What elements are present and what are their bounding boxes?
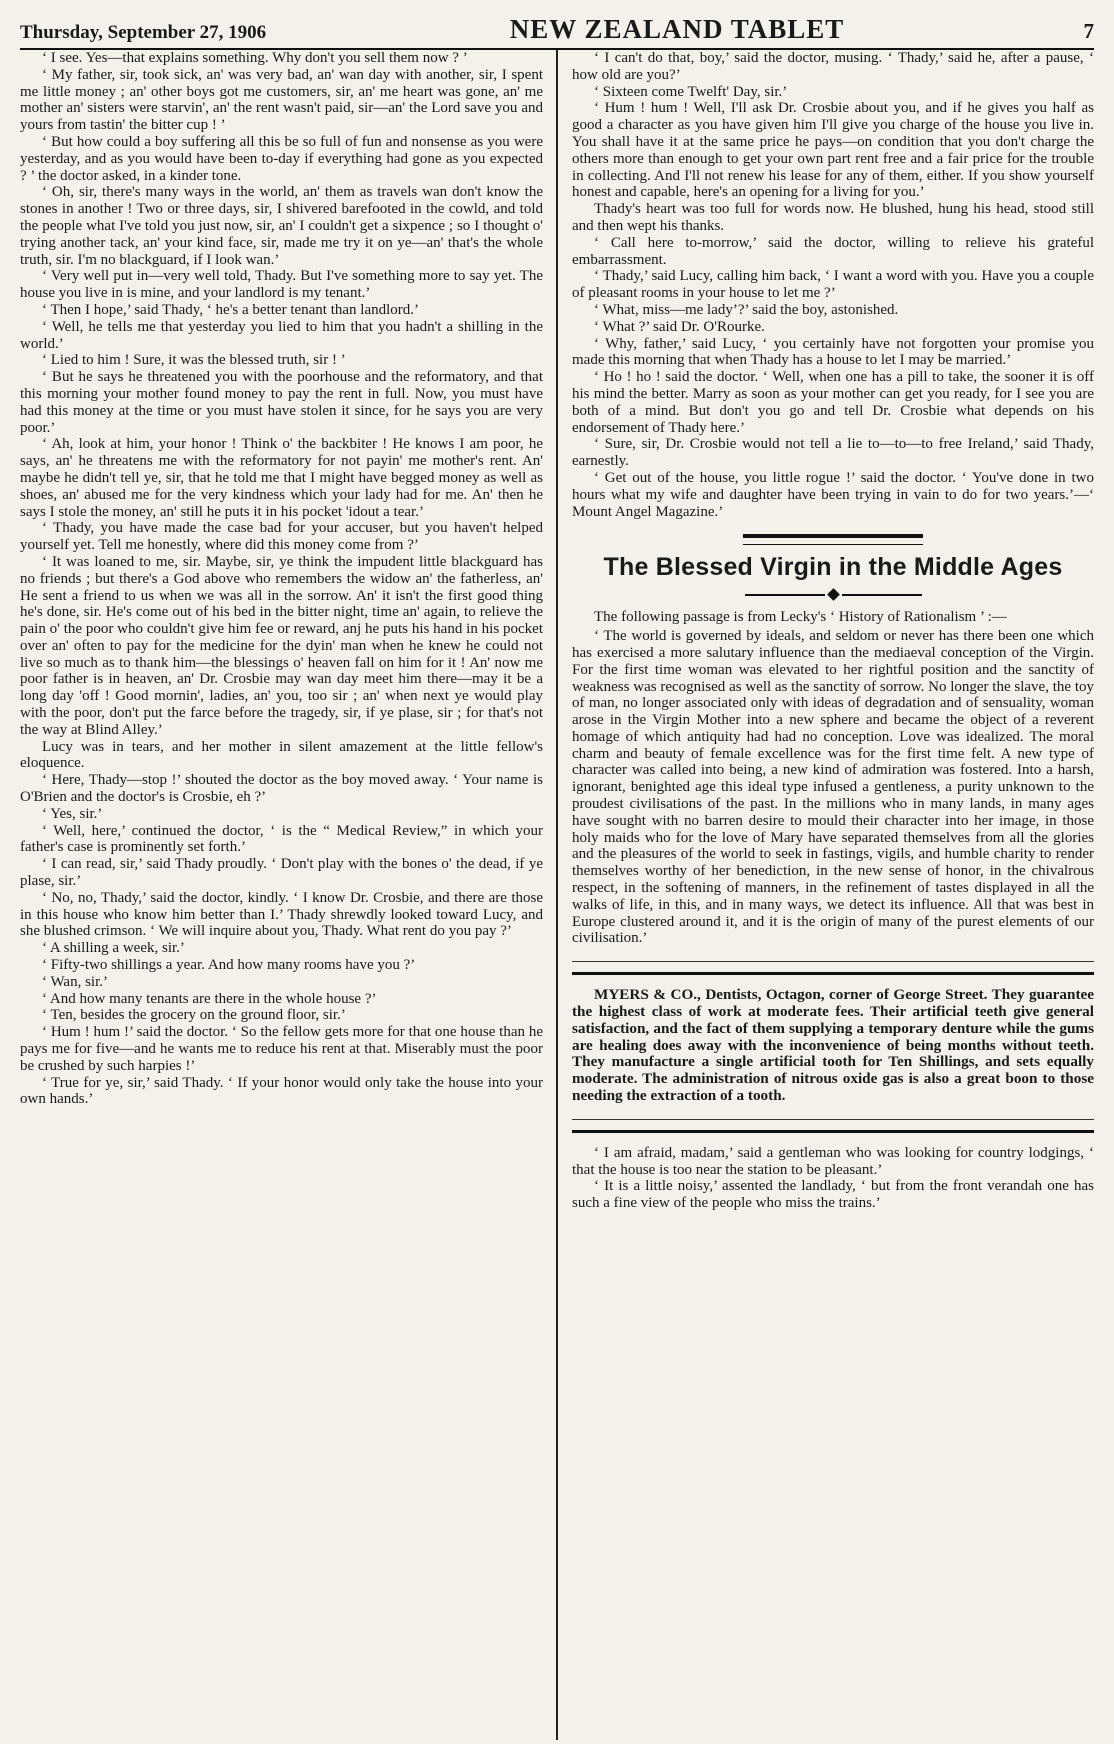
story-paragraph: ‘ Here, Thady—stop !’ shouted the doctor as the boy moved away. ‘ Your name is O'Brien and the doctor's is Crosbie, eh ?’ <box>20 772 543 806</box>
ornament-line <box>745 594 825 596</box>
story-paragraph: ‘ Why, father,’ said Lucy, ‘ you certainly have not forgotten your promise you made this morning that when Thady has a house to let I may be married.’ <box>572 335 1094 369</box>
story-paragraph: ‘ Wan, sir.’ <box>42 973 109 990</box>
filler-rule <box>572 1119 1094 1120</box>
story-paragraph: ‘ A shilling a week, sir.’ <box>42 940 185 957</box>
story-paragraph: Thady's heart was too full for words now. He blushed, hung his head, stood still and then wept his thanks. <box>572 201 1094 234</box>
story-paragraph: ‘ Well, here,’ continued the doctor, ‘ is the “ Medical Review,” in which your father's case is prominently set forth.’ <box>20 822 543 856</box>
story-paragraph: ‘ It was loaned to me, sir. Maybe, sir, ye think the impudent little blackguard has no friends ; but there's a God above who remembers the widow an' the fatherless, an' He sent a friend to us when we was all in the sorrow. An' it isn't the first good thing he's done, sir. He's come out of his bed in the bitter night, time an' again, to relieve the pain o' the poor who couldn't give him fee or reward, anj he puts his hand in his pocket over an' often to pay for the medicine for the dyin' man when he knew he could not live so much as to thank him—the blessings o' heaven fall on him for it ! An' now me poor father is in heaven, an' Dr. Crosbie may wan day meet him there—may it be a long day 'off ! Good mornin', ladies, an' you, too sir ; an' when next ye would play with the poor, don't put the farce before the tragedy, sir, if ye plase, sir ; for that's not the way at Blind Alley.’ <box>20 553 543 738</box>
story-paragraph: ‘ Get out of the house, you little rogue !’ said the doctor. ‘ You've done in two hours what my wife and daughter have been trying in vain to do for two years.’—‘ Mount Angel Magazine.’ <box>572 469 1094 520</box>
story-paragraph: ‘ Yes, sir.’ <box>42 805 103 822</box>
story-paragraph: ‘ What, miss—me lady’?’ said the boy, astonished. <box>594 301 899 318</box>
filler-rule-thick <box>572 1130 1094 1133</box>
story-paragraph: ‘ Well, he tells me that yesterday you lied to him that you hadn't a shilling in the world.’ <box>20 318 543 352</box>
story-paragraph: ‘ Hum ! hum !’ said the doctor. ‘ So the fellow gets more for that one house than he pays me for five—and he wants me to reduce his rent at that. Miserably must the poor be crushed by such harpies !’ <box>20 1024 543 1074</box>
story-paragraph: ‘ Ten, besides the grocery on the ground floor, sir.’ <box>42 1007 346 1024</box>
filler-paragraph: ‘ It is a little noisy,’ assented the landlady, ‘ but from the front verandah one has such a fine view of the people who miss the trains.’ <box>572 1178 1094 1212</box>
story-paragraph: ‘ Sure, sir, Dr. Crosbie would not tell a lie to—to—to free Ireland,’ said Thady, earnestly. <box>572 436 1094 470</box>
story-paragraph: ‘ Then I hope,’ said Thady, ‘ he's a better tenant than landlord.’ <box>42 301 420 318</box>
story-paragraph: ‘ But he says he threatened you with the poorhouse and the reformatory, and that this morning your mother found money to pay the rent in full. Now, you must have had this money at the time or you must have stolen it since, for he says you are very poor.’ <box>20 369 543 436</box>
section-rule-thick <box>743 534 923 538</box>
diamond-icon <box>827 588 840 601</box>
story-paragraph: ‘ My father, sir, took sick, an' was very bad, an' wan day with another, sir, I spent me little money ; an' other boys got me customers, sir, an' me heart was gone, an' me mother an' sisters were starvin', an' the rent wasn't paid, sir—an' the Lord save you and yours from tastin' the bitter cup ! ’ <box>20 66 543 134</box>
story-paragraph: ‘ I can read, sir,’ said Thady proudly. ‘ Don't play with the bones o' the dead, if ye plase, sir.’ <box>20 856 543 890</box>
story-paragraph: ‘ Hum ! hum ! Well, I'll ask Dr. Crosbie about you, and if he gives you half as good a character as you have given him I'll give you charge of the house you live in. You shall have it at the same price he pays—on condition that you don't charge the others more than enough to get your own part rent free and a fair price for the trouble in collecting. And I'll not renew his lease for any of them, either. If you show yourself honest and capable, here's an opening for a living for you.’ <box>572 100 1094 201</box>
section-rule-thin <box>743 544 923 545</box>
columns <box>20 50 1094 1740</box>
story-paragraph: ‘ Ah, look at him, your honor ! Think o' the backbiter ! He knows I am poor, he says, an' he threatens me with the reformatory for not payin' me mother's rent. An' maybe he didn't tell ye, sir, that he told me that I might have begged money as well as shoes, an' abused me for the very kindness which your lady had for me. An' then he says I stole the money, an' still he puts it in his pocket 'idout a tear.’ <box>20 436 543 520</box>
publication-title: NEW ZEALAND TABLET <box>509 14 845 44</box>
left-column <box>20 50 556 1740</box>
story-paragraph: ‘ True for ye, sir,’ said Thady. ‘ If your honor would only take the house into your own hands.’ <box>20 1074 543 1108</box>
story-paragraph: ‘ Fifty-two shillings a year. And how many rooms have you ?’ <box>42 957 416 974</box>
story-paragraph: ‘ Thady,’ said Lucy, calling him back, ‘ I want a word with you. Have you a couple of pleasant rooms in your house to let me ?’ <box>572 268 1094 302</box>
story-paragraph: ‘ Sixteen come Twelft' Day, sir.’ <box>594 83 788 100</box>
story-paragraph: ‘ Oh, sir, there's many ways in the world, an' them as travels wan don't know the stones in another ! Two or three days, sir, I shivered barefooted in the cowld, and told the people what I've told you just now, sir, an' I couldn't get a sixpence ; so I thought o' trying another tack, an' your kind face, sir, made me try it on ye—an' that's the whole truth, sir. I'm no blackguard, if I look wan.’ <box>20 184 543 268</box>
ornament-line <box>842 594 922 596</box>
story-paragraph: ‘ What ?’ said Dr. O'Rourke. <box>594 318 765 335</box>
issue-date: Thursday, September 27, 1906 <box>20 22 267 43</box>
story-paragraph: ‘ Ho ! ho ! said the doctor. ‘ Well, when one has a pill to take, the sooner it is off his mind the better. Marry as soon as your mother can get you ready, for I see you are both of a mind. But don't you go and tell Dr. Crosbie what depends on his endorsement of Thady here.’ <box>572 369 1094 436</box>
story-paragraph: ‘ Very well put in—very well told, Thady. But I've something more to say yet. The house you live in is mine, and your landlord is my tenant.’ <box>20 268 543 302</box>
masthead <box>20 10 1094 50</box>
advert-rule <box>572 961 1094 962</box>
dentist-advert: MYERS & CO., Dentists, Octagon, corner of George Street. They guarantee the highest class of work at moderate fees. Their artificial teeth give general satisfaction, and the fact of them supplying a temporary denture while the gums are healing does away with the inconvenience of being months without teeth. They manufacture a single artificial tooth for Ten Shillings, and sets equally moderate. The administration of nitrous oxide gas is also a great boon to those needing the extraction of a tooth. <box>572 986 1094 1105</box>
page-number: 7 <box>1083 19 1094 43</box>
advert-rule-thick <box>572 972 1094 975</box>
story-paragraph: ‘ I see. Yes—that explains something. Why don't you sell them now ? ’ <box>42 50 468 66</box>
filler-paragraph: ‘ I am afraid, madam,’ said a gentleman who was looking for country lodgings, ‘ that the house is too near the station to be pleasant.’ <box>572 1144 1094 1178</box>
story-paragraph: ‘ Thady, you have made the case bad for your accuser, but you haven't helped yourself yet. Tell me honestly, where did this money come from ?’ <box>20 520 543 554</box>
right-column <box>558 50 1094 1740</box>
story-paragraph: ‘ Lied to him ! Sure, it was the blessed truth, sir ! ’ <box>42 352 346 369</box>
article-body: ‘ The world is governed by ideals, and seldom or never has there been one which has exercised a more salutary influence than the mediaeval conception of the Virgin. For the first time woman was elevated to her rightful position and the sanctity of weakness was recognised as well as the sanctity of sorrow. No longer the slave, the toy of man, no longer associated only with ideas of degradation and of sensuality, woman arose in the Virgin Mother into a new sphere and became the object of a reverent homage of which antiquity had had no conception. Love was idealized. The moral charm and beauty of female excellence was for the first time felt. A new type of character was called into being, a new kind of admiration was fostered. Into a harsh, ignorant, benighted age this ideal type infused a gentleness, a purity unknown to the proudest civilisations of the past. In the millions who in many lands, in many ages have sought with no barren desire to mould their character into her image, in those holy maids who for the love of Mary have separated themselves from all the glories and the pleasures of the world to seek in fastings, vigils, and humble charity to render themselves worthy of her benediction, in the new sense of honor, in the chivalrous respect, in the softening of manners, in the refinement of tastes displayed in all the walks of life, in this, and in many ways, we detect its influence. All that was best in Europe clustered around it, and it is the origin of many of the purest elements of our civilisation.’ <box>572 628 1094 947</box>
story-paragraph: ‘ But how could a boy suffering all this be so full of fun and nonsense as you were yesterday, and as you would have been to-day if everything had gone as you expected ? ’ the doctor asked, in a kinder tone. <box>20 133 543 184</box>
article-title: The Blessed Virgin in the Middle Ages <box>603 553 1063 582</box>
ornament-divider <box>572 590 1094 599</box>
article-intro: The following passage is from Lecky's ‘ History of Rationalism ’ :— <box>594 609 1007 626</box>
story-paragraph: ‘ And how many tenants are there in the whole house ?’ <box>42 990 377 1007</box>
story-paragraph: ‘ Call here to-morrow,’ said the doctor, willing to relieve his grateful embarrassment. <box>572 234 1094 268</box>
story-paragraph: ‘ I can't do that, boy,’ said the doctor, musing. ‘ Thady,’ said he, after a pause, ‘ how old are you?’ <box>572 50 1094 83</box>
story-paragraph: ‘ No, no, Thady,’ said the doctor, kindly. ‘ I know Dr. Crosbie, and there are those in this house who know him better than I.’ Thady shrewdly looked toward Lucy, and she blushed crimson. ‘ We will inquire about you, Thady. What rent do you pay ?’ <box>20 889 543 940</box>
story-paragraph: Lucy was in tears, and her mother in silent amazement at the little fellow's eloquence. <box>20 738 543 772</box>
